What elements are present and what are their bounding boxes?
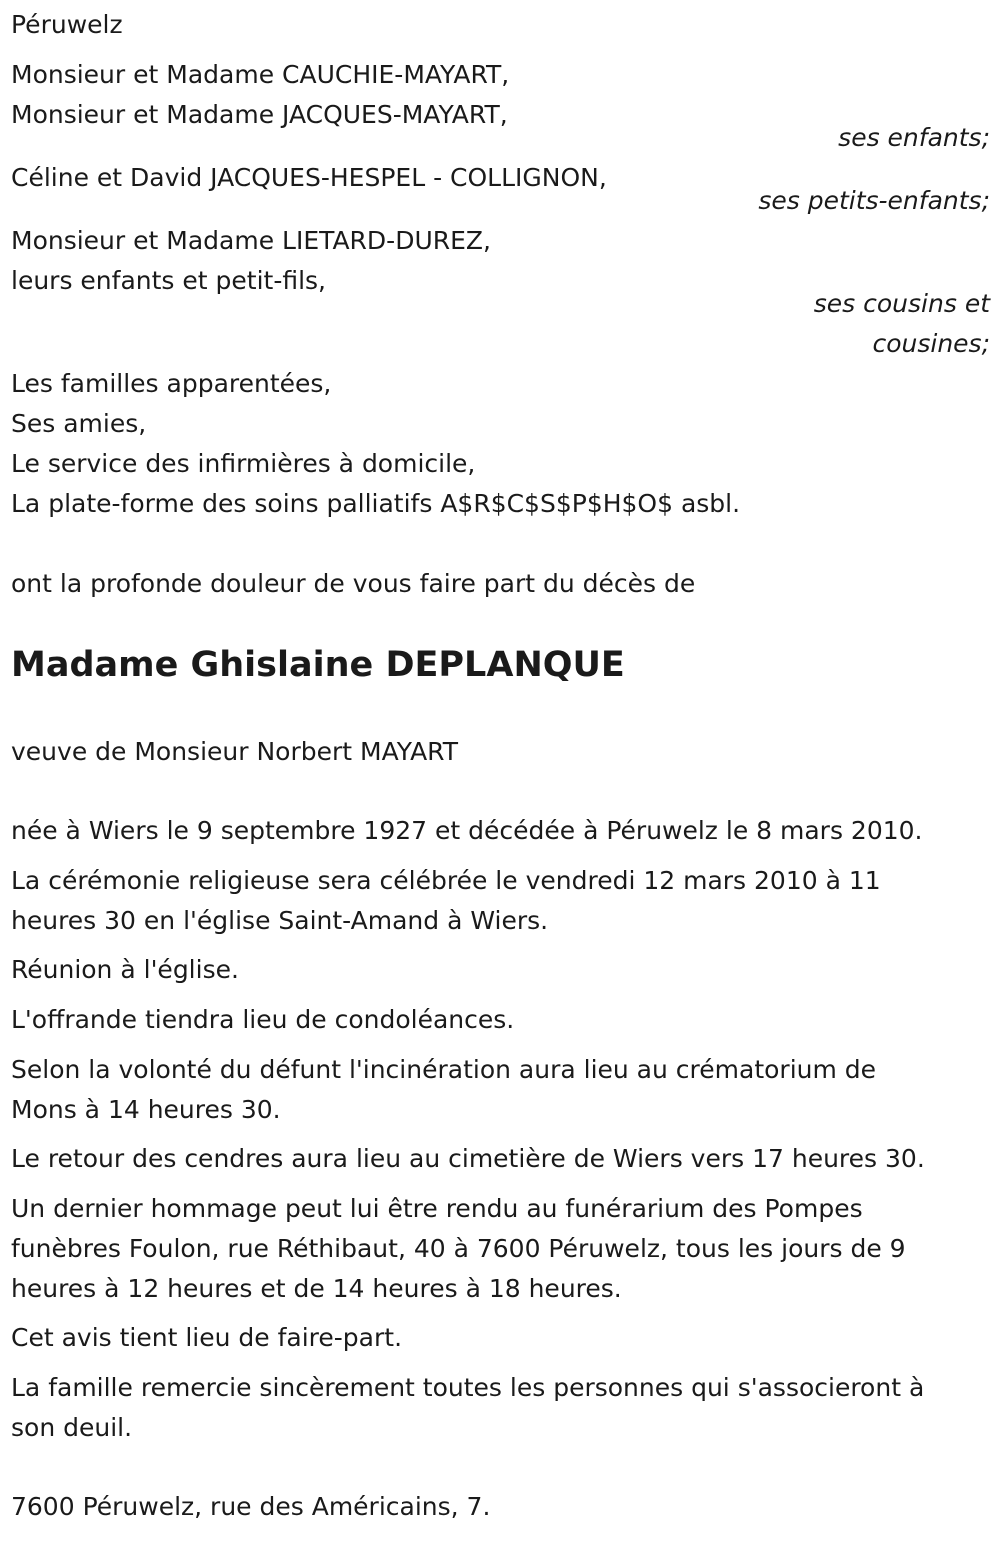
tribute-line-2: funèbres Foulon, rue Réthibaut, 40 à 7600 Péruwelz, tous les jours de 9 — [11, 1234, 906, 1263]
cousins-line-2: leurs enfants et petit-fils, — [11, 266, 327, 295]
cousins-role-line-2: cousines; — [872, 329, 990, 358]
grandchildren-role: ses petits-enfants; — [758, 186, 990, 215]
ceremony-line-2: heures 30 en l'église Saint-Amand à Wiers. — [11, 906, 549, 935]
announcement-text: ont la profonde douleur de vous faire part du décès de — [11, 569, 696, 598]
others-line-3: Le service des infirmières à domicile, — [11, 449, 476, 478]
tribute-line-3: heures à 12 heures et de 14 heures à 18 heures. — [11, 1274, 622, 1303]
thanks-line-2: son deuil. — [11, 1413, 133, 1442]
place-heading: Péruwelz — [11, 10, 123, 39]
ashes-line: Le retour des cendres aura lieu au cimetière de Wiers vers 17 heures 30. — [11, 1144, 925, 1173]
cousins-role-line-1: ses cousins et — [813, 289, 990, 318]
spouse-line: veuve de Monsieur Norbert MAYART — [11, 737, 459, 766]
others-line-1: Les familles apparentées, — [11, 369, 332, 398]
cremation-line-2: Mons à 14 heures 30. — [11, 1095, 281, 1124]
notice-line: Cet avis tient lieu de faire-part. — [11, 1323, 403, 1352]
address-line: 7600 Péruwelz, rue des Américains, 7. — [11, 1492, 491, 1521]
grandchildren-line: Céline et David JACQUES-HESPEL - COLLIGNON, — [11, 163, 607, 192]
deceased-name: Madame Ghislaine DEPLANQUE — [11, 645, 625, 685]
reunion-line: Réunion à l'église. — [11, 955, 239, 984]
cousins-line-1: Monsieur et Madame LIETARD-DUREZ, — [11, 226, 491, 255]
birth-death-line: née à Wiers le 9 septembre 1927 et décédée à Péruwelz le 8 mars 2010. — [11, 816, 923, 845]
others-line-4: La plate-forme des soins palliatifs A$R$C$S$P$H$O$ asbl. — [11, 489, 741, 518]
offering-line: L'offrande tiendra lieu de condoléances. — [11, 1005, 515, 1034]
thanks-line-1: La famille remercie sincèrement toutes les personnes qui s'associeront à — [11, 1373, 925, 1402]
tribute-line-1: Un dernier hommage peut lui être rendu au funérarium des Pompes — [11, 1194, 863, 1223]
cremation-line-1: Selon la volonté du défunt l'incinération aura lieu au crématorium de — [11, 1055, 877, 1084]
children-role: ses enfants; — [838, 123, 990, 152]
child-line-2: Monsieur et Madame JACQUES-MAYART, — [11, 100, 508, 129]
child-line-1: Monsieur et Madame CAUCHIE-MAYART, — [11, 60, 510, 89]
ceremony-line-1: La cérémonie religieuse sera célébrée le vendredi 12 mars 2010 à 11 — [11, 866, 881, 895]
others-line-2: Ses amies, — [11, 409, 147, 438]
